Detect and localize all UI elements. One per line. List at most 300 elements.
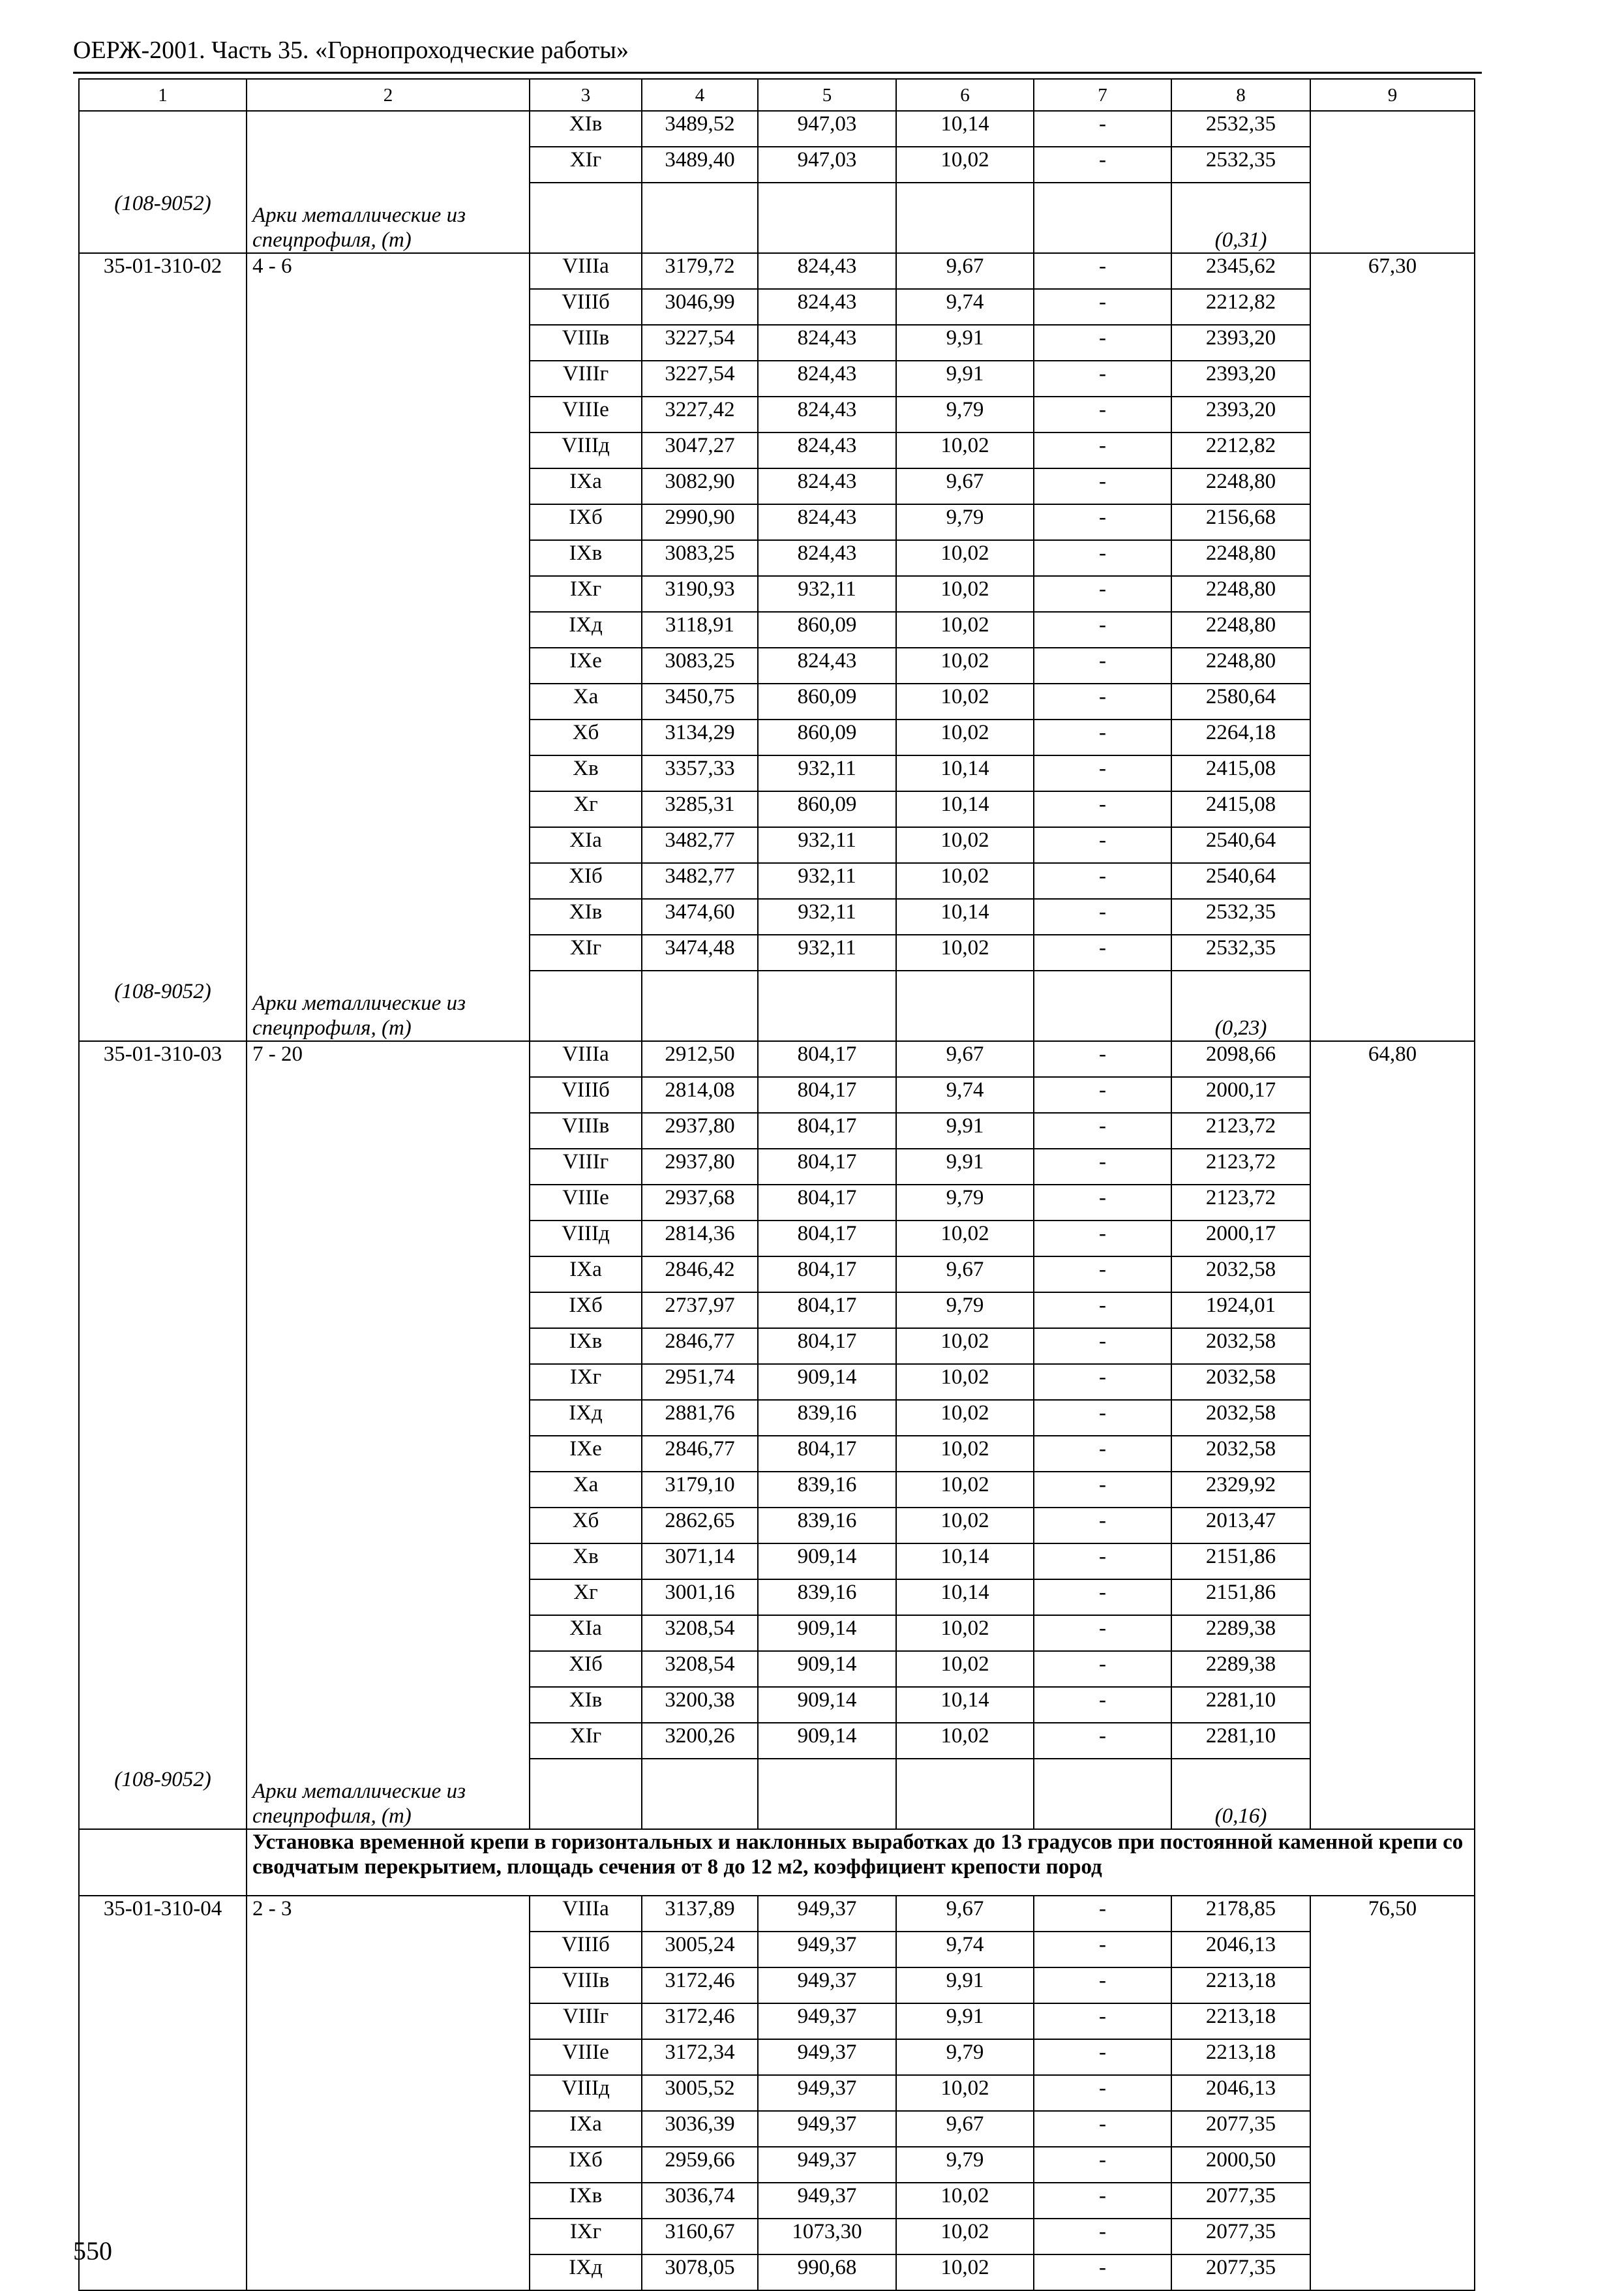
value-cell: - — [1034, 432, 1171, 468]
value-cell: 10,02 — [896, 2254, 1034, 2290]
category-cell: VIIIв — [530, 325, 642, 361]
value-cell: 2281,10 — [1171, 1687, 1310, 1723]
value-cell: 10,02 — [896, 1651, 1034, 1687]
value-cell: 10,02 — [896, 935, 1034, 971]
value-cell: 3005,52 — [642, 2075, 758, 2111]
value-cell: 3357,33 — [642, 755, 758, 791]
value-cell: - — [1034, 2003, 1171, 2039]
value-cell: - — [1034, 827, 1171, 863]
value-cell: 2580,64 — [1171, 684, 1310, 720]
value-cell: 947,03 — [758, 111, 896, 147]
value-cell: - — [1034, 1472, 1171, 1508]
value-cell: - — [1034, 2183, 1171, 2219]
value-cell: - — [1034, 1041, 1171, 1077]
category-cell: IXг — [530, 1364, 642, 1400]
value-cell: 860,09 — [758, 791, 896, 827]
index-cell — [1310, 111, 1475, 253]
value-cell: 804,17 — [758, 1077, 896, 1113]
value-cell: 2212,82 — [1171, 289, 1310, 325]
range-cell: 2 - 3 — [247, 1896, 530, 2290]
table-row — [79, 253, 1475, 289]
range-cell — [247, 111, 530, 253]
value-cell: 839,16 — [758, 1508, 896, 1543]
value-cell: 3208,54 — [642, 1651, 758, 1687]
value-cell: 824,43 — [758, 648, 896, 684]
value-cell: - — [1034, 755, 1171, 791]
value-cell: 10,14 — [896, 1579, 1034, 1615]
value-cell: 10,02 — [896, 147, 1034, 183]
value-cell: - — [1034, 1651, 1171, 1687]
value-cell: - — [1034, 253, 1171, 289]
value-cell: - — [1034, 2219, 1171, 2254]
note-empty — [530, 183, 642, 253]
category-cell: XIг — [530, 1723, 642, 1759]
value-cell: 2846,77 — [642, 1328, 758, 1364]
column-number: 5 — [758, 79, 896, 111]
category-cell: IXг — [530, 576, 642, 612]
value-cell: 949,37 — [758, 2003, 896, 2039]
resource-name: Арки металлические из спецпрофиля, (т) — [252, 1780, 466, 1828]
value-cell: 2540,64 — [1171, 827, 1310, 863]
category-cell: XIв — [530, 111, 642, 147]
value-cell: - — [1034, 1149, 1171, 1185]
value-cell: 932,11 — [758, 576, 896, 612]
note-value: (0,31) — [1171, 183, 1310, 253]
value-cell: 2532,35 — [1171, 111, 1310, 147]
value-cell: 824,43 — [758, 504, 896, 540]
category-cell: VIIIд — [530, 432, 642, 468]
value-cell: - — [1034, 1185, 1171, 1221]
value-cell: 804,17 — [758, 1328, 896, 1364]
value-cell: - — [1034, 2039, 1171, 2075]
value-cell: 2077,35 — [1171, 2183, 1310, 2219]
category-cell: VIIIг — [530, 2003, 642, 2039]
value-cell: - — [1034, 1932, 1171, 1967]
value-cell: - — [1034, 1543, 1171, 1579]
value-cell: 804,17 — [758, 1221, 896, 1256]
category-cell: IXд — [530, 612, 642, 648]
category-cell: XIв — [530, 1687, 642, 1723]
category-cell: VIIIе — [530, 1185, 642, 1221]
value-cell: 10,02 — [896, 827, 1034, 863]
value-cell: - — [1034, 468, 1171, 504]
value-cell: 2937,80 — [642, 1149, 758, 1185]
column-number: 4 — [642, 79, 758, 111]
range-cell — [247, 1041, 530, 1829]
category-cell: Xв — [530, 755, 642, 791]
note-empty — [642, 971, 758, 1041]
value-cell: 909,14 — [758, 1687, 896, 1723]
norms-table — [78, 78, 1475, 2291]
value-cell: 3474,60 — [642, 899, 758, 935]
value-cell: 824,43 — [758, 397, 896, 432]
value-cell: 2814,36 — [642, 1221, 758, 1256]
value-cell: - — [1034, 720, 1171, 755]
value-cell: 909,14 — [758, 1651, 896, 1687]
value-cell: 2415,08 — [1171, 791, 1310, 827]
value-cell: - — [1034, 1364, 1171, 1400]
column-number: 1 — [79, 79, 247, 111]
page-number: 550 — [73, 2236, 112, 2266]
value-cell: 2212,82 — [1171, 432, 1310, 468]
value-cell: 2077,35 — [1171, 2254, 1310, 2290]
column-number: 9 — [1310, 79, 1475, 111]
value-cell: 9,91 — [896, 2003, 1034, 2039]
value-cell: 2393,20 — [1171, 397, 1310, 432]
note-empty — [530, 1759, 642, 1829]
value-cell: - — [1034, 1508, 1171, 1543]
category-cell: IXб — [530, 1292, 642, 1328]
value-cell: 2540,64 — [1171, 863, 1310, 899]
column-number: 6 — [896, 79, 1034, 111]
value-cell: 3489,40 — [642, 147, 758, 183]
value-cell: 2289,38 — [1171, 1651, 1310, 1687]
value-cell: - — [1034, 935, 1171, 971]
value-cell: 824,43 — [758, 289, 896, 325]
value-cell: - — [1034, 1687, 1171, 1723]
value-cell: 2289,38 — [1171, 1615, 1310, 1651]
value-cell: 1073,30 — [758, 2219, 896, 2254]
value-cell: - — [1034, 504, 1171, 540]
value-cell: 2032,58 — [1171, 1256, 1310, 1292]
value-cell: - — [1034, 1256, 1171, 1292]
value-cell: 10,02 — [896, 1472, 1034, 1508]
value-cell: - — [1034, 612, 1171, 648]
category-cell: VIIIб — [530, 289, 642, 325]
note-empty — [530, 971, 642, 1041]
value-cell: 824,43 — [758, 325, 896, 361]
value-cell: 824,43 — [758, 432, 896, 468]
value-cell: 2032,58 — [1171, 1364, 1310, 1400]
value-cell: 1924,01 — [1171, 1292, 1310, 1328]
code-text: 35-01-310-02 — [103, 254, 222, 278]
category-cell: IXв — [530, 1328, 642, 1364]
value-cell: 2151,86 — [1171, 1543, 1310, 1579]
category-cell: XIв — [530, 899, 642, 935]
value-cell: 3160,67 — [642, 2219, 758, 2254]
resource-code: (108-9052) — [114, 1768, 211, 1791]
category-cell: IXд — [530, 2254, 642, 2290]
value-cell: 3208,54 — [642, 1615, 758, 1651]
value-cell: - — [1034, 1328, 1171, 1364]
column-number: 2 — [247, 79, 530, 111]
value-cell: - — [1034, 2254, 1171, 2290]
value-cell: 2959,66 — [642, 2147, 758, 2183]
value-cell: - — [1034, 1077, 1171, 1113]
value-cell: 949,37 — [758, 1896, 896, 1932]
value-cell: - — [1034, 111, 1171, 147]
value-cell: - — [1034, 1221, 1171, 1256]
category-cell: IXг — [530, 2219, 642, 2254]
value-cell: 2013,47 — [1171, 1508, 1310, 1543]
value-cell: 824,43 — [758, 540, 896, 576]
value-cell: 824,43 — [758, 253, 896, 289]
value-cell: 9,74 — [896, 1077, 1034, 1113]
value-cell: 2046,13 — [1171, 1932, 1310, 1967]
value-cell: 909,14 — [758, 1364, 896, 1400]
value-cell: 2248,80 — [1171, 612, 1310, 648]
value-cell: - — [1034, 791, 1171, 827]
category-cell: IXв — [530, 2183, 642, 2219]
value-cell: 2123,72 — [1171, 1149, 1310, 1185]
value-cell: 3482,77 — [642, 863, 758, 899]
note-empty — [758, 183, 896, 253]
value-cell: 839,16 — [758, 1400, 896, 1436]
index-cell: 64,80 — [1310, 1041, 1475, 1829]
value-cell: 2000,50 — [1171, 2147, 1310, 2183]
value-cell: 9,91 — [896, 325, 1034, 361]
category-cell: VIIIб — [530, 1932, 642, 1967]
value-cell: 2881,76 — [642, 1400, 758, 1436]
value-cell: - — [1034, 2075, 1171, 2111]
value-cell: - — [1034, 147, 1171, 183]
value-cell: 3227,42 — [642, 397, 758, 432]
section-title-empty — [79, 1829, 247, 1896]
value-cell: 3179,72 — [642, 253, 758, 289]
category-cell: Xв — [530, 1543, 642, 1579]
value-cell: - — [1034, 863, 1171, 899]
value-cell: 10,02 — [896, 1221, 1034, 1256]
value-cell: 10,02 — [896, 648, 1034, 684]
value-cell: 2393,20 — [1171, 361, 1310, 397]
value-cell: 3083,25 — [642, 648, 758, 684]
section-title: Установка временной крепи в горизонтальных и наклонных выработках до 13 градусов при постоянной каменной крепи со сводчатым перекрытием, площадь сечения от 8 до 12 м2, коэффициент крепости пород — [247, 1829, 1475, 1896]
value-cell: - — [1034, 1967, 1171, 2003]
value-cell: 10,02 — [896, 720, 1034, 755]
value-cell: 10,02 — [896, 1615, 1034, 1651]
value-cell: 949,37 — [758, 2183, 896, 2219]
resource-name: Арки металлические из спецпрофиля, (т) — [252, 204, 466, 252]
value-cell: 2213,18 — [1171, 2003, 1310, 2039]
value-cell: - — [1034, 1113, 1171, 1149]
value-cell: 824,43 — [758, 468, 896, 504]
value-cell: 2532,35 — [1171, 147, 1310, 183]
value-cell: 2213,18 — [1171, 1967, 1310, 2003]
value-cell: 3172,46 — [642, 1967, 758, 2003]
value-cell: 3172,46 — [642, 2003, 758, 2039]
value-cell: 932,11 — [758, 863, 896, 899]
value-cell: 3137,89 — [642, 1896, 758, 1932]
value-cell: 2046,13 — [1171, 2075, 1310, 2111]
value-cell: 3227,54 — [642, 325, 758, 361]
value-cell: 2178,85 — [1171, 1896, 1310, 1932]
value-cell: 3134,29 — [642, 720, 758, 755]
value-cell: 949,37 — [758, 2039, 896, 2075]
value-cell: - — [1034, 325, 1171, 361]
value-cell: - — [1034, 648, 1171, 684]
category-cell: XIа — [530, 827, 642, 863]
value-cell: 9,79 — [896, 2039, 1034, 2075]
value-cell: 2912,50 — [642, 1041, 758, 1077]
value-cell: 3285,31 — [642, 791, 758, 827]
value-cell: 3047,27 — [642, 432, 758, 468]
value-cell: 949,37 — [758, 2147, 896, 2183]
resource-code: (108-9052) — [114, 980, 211, 1003]
category-cell: IXа — [530, 1256, 642, 1292]
resource-name: Арки металлические из спецпрофиля, (т) — [252, 992, 466, 1040]
value-cell: 2000,17 — [1171, 1077, 1310, 1113]
value-cell: 10,02 — [896, 1328, 1034, 1364]
value-cell: 804,17 — [758, 1256, 896, 1292]
value-cell: 949,37 — [758, 1932, 896, 1967]
value-cell: - — [1034, 684, 1171, 720]
category-cell: VIIIв — [530, 1967, 642, 2003]
note-empty — [642, 183, 758, 253]
category-cell: VIIIг — [530, 1149, 642, 1185]
category-cell: IXе — [530, 648, 642, 684]
value-cell: 10,02 — [896, 2075, 1034, 2111]
value-cell: 9,67 — [896, 1256, 1034, 1292]
value-cell: 2532,35 — [1171, 899, 1310, 935]
table-row — [79, 111, 1475, 147]
value-cell: 3489,52 — [642, 111, 758, 147]
value-cell: 9,79 — [896, 1292, 1034, 1328]
value-cell: - — [1034, 397, 1171, 432]
column-number: 7 — [1034, 79, 1171, 111]
note-value: (0,16) — [1171, 1759, 1310, 1829]
value-cell: 10,02 — [896, 1400, 1034, 1436]
section-title-row — [79, 1829, 1475, 1896]
value-cell: 804,17 — [758, 1113, 896, 1149]
value-cell: 2415,08 — [1171, 755, 1310, 791]
note-empty — [758, 971, 896, 1041]
header-rule — [73, 72, 1482, 74]
value-cell: 804,17 — [758, 1185, 896, 1221]
value-cell: 2281,10 — [1171, 1723, 1310, 1759]
value-cell: 10,14 — [896, 899, 1034, 935]
value-cell: - — [1034, 576, 1171, 612]
value-cell: 9,67 — [896, 253, 1034, 289]
value-cell: 3001,16 — [642, 1579, 758, 1615]
category-cell: VIIIд — [530, 1221, 642, 1256]
value-cell: 10,02 — [896, 684, 1034, 720]
value-cell: 2862,65 — [642, 1508, 758, 1543]
range-cell — [247, 253, 530, 1041]
value-cell: 2329,92 — [1171, 1472, 1310, 1508]
value-cell: 10,14 — [896, 1543, 1034, 1579]
value-cell: 3200,38 — [642, 1687, 758, 1723]
value-cell: - — [1034, 289, 1171, 325]
category-cell: IXа — [530, 2111, 642, 2147]
value-cell: 909,14 — [758, 1543, 896, 1579]
value-cell: 2248,80 — [1171, 648, 1310, 684]
category-cell: IXб — [530, 504, 642, 540]
value-cell: 3046,99 — [642, 289, 758, 325]
value-cell: 2248,80 — [1171, 468, 1310, 504]
code-cell: 35-01-310-04 — [79, 1896, 247, 2290]
table-row — [79, 1896, 1475, 1932]
value-cell: - — [1034, 899, 1171, 935]
value-cell: 824,43 — [758, 361, 896, 397]
value-cell: 947,03 — [758, 147, 896, 183]
note-empty — [758, 1759, 896, 1829]
value-cell: 9,79 — [896, 2147, 1034, 2183]
value-cell: 9,91 — [896, 361, 1034, 397]
value-cell: 9,79 — [896, 397, 1034, 432]
value-cell: 2248,80 — [1171, 576, 1310, 612]
value-cell: 3200,26 — [642, 1723, 758, 1759]
value-cell: 3227,54 — [642, 361, 758, 397]
value-cell: 2151,86 — [1171, 1579, 1310, 1615]
value-cell: - — [1034, 361, 1171, 397]
value-cell: 9,91 — [896, 1113, 1034, 1149]
note-empty — [896, 1759, 1034, 1829]
value-cell: 2393,20 — [1171, 325, 1310, 361]
category-cell: VIIIв — [530, 1113, 642, 1149]
value-cell: 804,17 — [758, 1292, 896, 1328]
value-cell: 10,02 — [896, 2183, 1034, 2219]
value-cell: 9,91 — [896, 1967, 1034, 2003]
value-cell: 2937,68 — [642, 1185, 758, 1221]
value-cell: 932,11 — [758, 755, 896, 791]
value-cell: 3005,24 — [642, 1932, 758, 1967]
value-cell: 3190,93 — [642, 576, 758, 612]
value-cell: - — [1034, 1400, 1171, 1436]
value-cell: 10,02 — [896, 612, 1034, 648]
value-cell: 2846,42 — [642, 1256, 758, 1292]
category-cell: IXб — [530, 2147, 642, 2183]
value-cell: 909,14 — [758, 1723, 896, 1759]
category-cell: Xг — [530, 791, 642, 827]
category-cell: IXе — [530, 1436, 642, 1472]
value-cell: 9,79 — [896, 504, 1034, 540]
value-cell: 804,17 — [758, 1436, 896, 1472]
value-cell: 3036,39 — [642, 2111, 758, 2147]
value-cell: 860,09 — [758, 720, 896, 755]
value-cell: 3179,10 — [642, 1472, 758, 1508]
value-cell: 9,91 — [896, 1149, 1034, 1185]
table-body — [79, 79, 1475, 2290]
value-cell: 3118,91 — [642, 612, 758, 648]
category-cell: Xа — [530, 1472, 642, 1508]
range-text: 7 - 20 — [252, 1042, 303, 1066]
category-cell: Xб — [530, 1508, 642, 1543]
value-cell: 3083,25 — [642, 540, 758, 576]
value-cell: - — [1034, 1615, 1171, 1651]
value-cell: - — [1034, 1579, 1171, 1615]
note-value: (0,23) — [1171, 971, 1310, 1041]
value-cell: 909,14 — [758, 1615, 896, 1651]
value-cell: 10,02 — [896, 1508, 1034, 1543]
value-cell: 3082,90 — [642, 468, 758, 504]
index-cell: 76,50 — [1310, 1896, 1475, 2290]
value-cell: 839,16 — [758, 1579, 896, 1615]
category-cell: Xб — [530, 720, 642, 755]
value-cell: 2123,72 — [1171, 1185, 1310, 1221]
category-cell: XIб — [530, 1651, 642, 1687]
value-cell: 932,11 — [758, 935, 896, 971]
value-cell: 2077,35 — [1171, 2111, 1310, 2147]
value-cell: 860,09 — [758, 684, 896, 720]
value-cell: 10,14 — [896, 1687, 1034, 1723]
code-cell — [79, 111, 247, 253]
category-cell: VIIIа — [530, 253, 642, 289]
value-cell: 3071,14 — [642, 1543, 758, 1579]
value-cell: 2156,68 — [1171, 504, 1310, 540]
value-cell: 2032,58 — [1171, 1436, 1310, 1472]
value-cell: 2737,97 — [642, 1292, 758, 1328]
value-cell: 3078,05 — [642, 2254, 758, 2290]
value-cell: 10,02 — [896, 432, 1034, 468]
value-cell: 949,37 — [758, 1967, 896, 2003]
value-cell: 9,79 — [896, 1185, 1034, 1221]
value-cell: 10,02 — [896, 2219, 1034, 2254]
value-cell: 932,11 — [758, 827, 896, 863]
value-cell: 10,14 — [896, 755, 1034, 791]
category-cell: XIб — [530, 863, 642, 899]
note-empty — [1034, 1759, 1171, 1829]
value-cell: - — [1034, 1436, 1171, 1472]
